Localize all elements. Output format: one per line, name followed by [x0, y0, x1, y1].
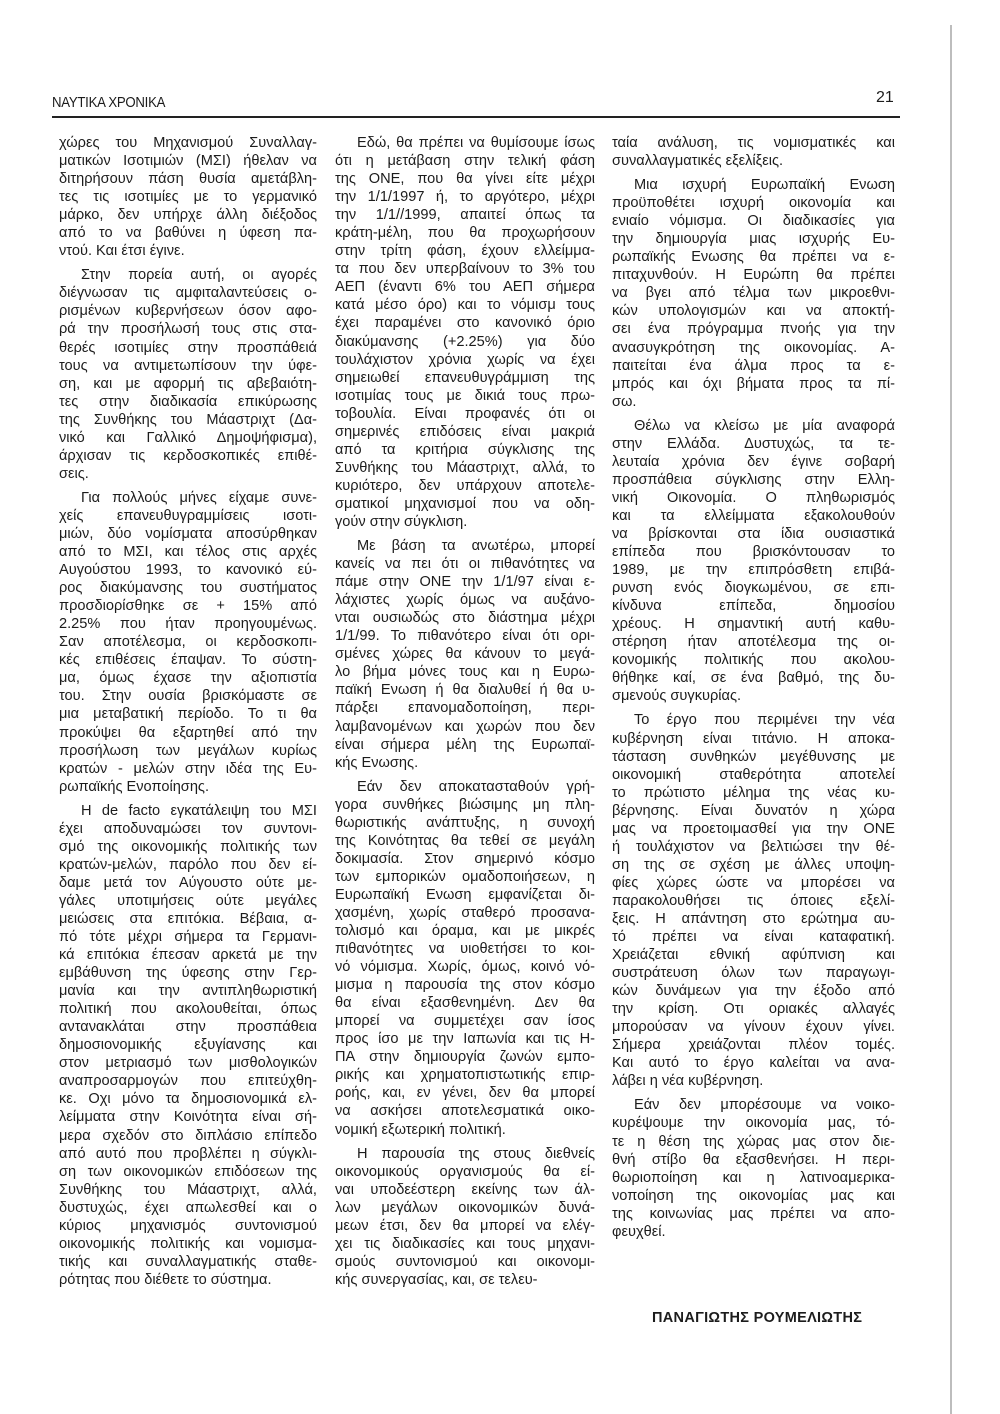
text-line: κυριότερο, δεν υπάρχουν αποτελε-	[335, 477, 595, 494]
text-line: ντού. Και έτσι έγινε.	[59, 243, 185, 260]
text-line: παρακολουθήσει τις όποιες εξελί-	[612, 892, 895, 909]
text-line: Εδώ, θα πρέπει να θυμίσουμε ίσως	[357, 135, 595, 151]
text-line: Συνθήκης του Μάαστριχτ, αλλά, το	[335, 459, 595, 476]
text-line: κίνδυνα επίπεδα, δημοσίου	[612, 598, 895, 615]
paragraph	[612, 134, 895, 170]
text-line: Μια ισχυρή Ευρωπαϊκή Ενωση	[634, 177, 895, 194]
text-line: προσπάθεια σύγκλισης στην Ελλη-	[612, 471, 895, 488]
text-line: χείς επανευθυγραμμίσεις ισοτι-	[59, 507, 317, 524]
paragraph	[59, 134, 317, 260]
text-line: ροής, και, εν γένει, δεν θα μπορεί	[335, 1085, 595, 1102]
text-line: 1989, με την επιπρόσθετη επιβά-	[612, 562, 895, 579]
text-line: ρά την προσήλωσή τους στις στα-	[59, 321, 317, 338]
text-line: γούν στην σύγκλιση.	[335, 513, 468, 530]
text-line: Εάν δεν αποκατασταθούν γρή-	[357, 778, 595, 795]
text-line: ρυνση ενός διογκωμένου, σε επι-	[612, 580, 895, 597]
text-line: ΑΕΠ (έναντι 6% του ΑΕΠ σήμερα	[335, 279, 595, 296]
text-line: θερές ισοτιμίες στην προσπάθειά	[59, 339, 317, 356]
text-line: Ευρωπαϊκή Ενωση εμφανίζεται δι-	[335, 886, 595, 903]
header-rule	[52, 116, 900, 118]
text-line: από το να βαθύνει η ύφεση πα-	[59, 225, 317, 242]
text-line: ση, και με αφορμή τις αβεβαιότη-	[59, 375, 317, 392]
text-line: κής Ενωσης.	[335, 754, 419, 771]
text-line: μας να προετοιμασθεί για την ΟΝΕ	[612, 820, 895, 837]
text-line: θα είναι εξασθενημένη. Δεν θα	[335, 995, 595, 1012]
text-line: να βρίσκονται στα ίδια ουσιαστικά	[612, 525, 895, 542]
text-line: σμένες χώρες θα κάνουν το μεγά-	[335, 646, 595, 663]
text-line: Εάν δεν μπορέσουμε να νοικο-	[634, 1097, 895, 1114]
text-line: φευχθεί.	[612, 1223, 666, 1240]
text-line: ρικής και χρηματοπιστωτικής επιρ-	[335, 1067, 595, 1084]
text-line: στέρηση ήταν αποτέλεσμα της οι-	[612, 634, 895, 651]
text-line: τουλάχιστον χρόνια χωρίς να έχει	[335, 351, 595, 368]
text-line: Χρειάζεται εθνική αφύπνιση και	[612, 947, 895, 964]
text-line: οικονομικής πολιτικής και νομισμα-	[59, 1235, 317, 1252]
text-line: θήθηκε καί, σε ένα βαθμό, της δυ-	[612, 670, 895, 687]
text-line: κε. Οχι μόνο τα δημοσιονομικά ελ-	[59, 1091, 317, 1108]
text-line: προσήλωση των μεγάλων κυρίως	[59, 742, 317, 759]
text-line: φίες χώρες ώστε να μπορέσει να	[612, 874, 895, 891]
text-line: χει τις διαδικασίες και τους μηχανι-	[335, 1235, 595, 1252]
text-line: αντανακλάται στην προσπάθεια	[59, 1019, 317, 1036]
text-line: χρέους. Η σημαντική αυτή καθυ-	[612, 616, 895, 633]
text-line: και τα ελλείμματα εξακολουθούν	[612, 507, 895, 524]
text-line: 2.25% που ήταν προηγουμένως.	[59, 616, 317, 633]
text-line: έχει αποδυναμώσει τον συντονι-	[59, 820, 317, 837]
text-line: τες στην διαδικασία επικύρωσης	[59, 393, 317, 410]
text-line: της ΟΝΕ, που θα γίνει είτε μέχρι	[335, 171, 595, 188]
text-line: Για πολλούς μήνες είχαμε συνε-	[81, 489, 317, 506]
text-line: κά επιτόκια έπεσαν αρκετά με την	[59, 947, 317, 964]
text-line: θωριστικής ανάπτυξης, η συνοχή	[335, 814, 595, 831]
page-edge-line	[950, 25, 952, 1414]
text-line: τα που δεν υπερβαίνουν το 3% του	[335, 261, 595, 278]
page-number: 21	[876, 89, 894, 106]
text-line: παϊκή Ενωση ή θα διαλυθεί ή θα υ-	[335, 682, 595, 699]
text-line: διακύμανσης (+2.25%) για δύο	[335, 333, 595, 350]
text-line: δαμε μετά τον Αύγουστο ούτε με-	[59, 874, 317, 891]
text-line: συστράτευση όλων των παραγωγι-	[612, 965, 895, 982]
text-line: την 1/1/1997 ή, το αργότερο, μέχρι	[335, 189, 595, 206]
text-line: νό νόμισμα. Χωρίς, όμως, κοινό νό-	[335, 959, 595, 976]
text-line: σει ένα πρόγραμμα πνοής για την	[612, 321, 895, 338]
text-line: πό τότε μέχρι σήμερα τα Γερμανι-	[59, 929, 317, 946]
text-line: επίπεδα που βρισκόντουσαν το	[612, 544, 895, 561]
text-line: πάρξει επανομαδοποίηση, περι-	[335, 700, 595, 717]
text-line: σμό της οικονομικής πολιτικής των	[59, 838, 317, 855]
text-line: Με βάση τα ανωτέρω, μπορεί	[357, 538, 595, 555]
text-line: μια μεταβατική περίοδο. Το τι θα	[59, 706, 317, 723]
text-line: Στην πορεία αυτή, οι αγορές	[81, 267, 317, 284]
text-line: Σαν αποτέλεσμα, οι κερδοσκοπι-	[59, 634, 317, 651]
text-line: κών δυνάμεων για την έξοδο από	[612, 983, 895, 1000]
text-line: παιτείται ένα άλμα προς τα ε-	[612, 357, 895, 374]
text-line: προκύψει θα εξαρτηθεί από την	[59, 724, 317, 741]
text-line: κρατών - μελών στην ιδέα της Ευ-	[59, 760, 317, 777]
text-line: γάλες υποτιμήσεις ούτε μεγάλες	[59, 892, 317, 909]
paragraph	[335, 778, 595, 1139]
text-line: τό πρέπει να είναι καταφατική.	[612, 929, 895, 946]
text-line: στον μετριασμό των μισθολογικών	[59, 1055, 317, 1072]
text-line: να βγει από τέλμα των μικροεθνι-	[612, 285, 895, 302]
text-line: Συνθήκης του Μάαστριχτ, αλλά,	[59, 1181, 317, 1198]
text-line: προϋποθέτει ισχυρή οικονομία και	[612, 195, 895, 212]
text-line: των εμπορικών ομαδοποιήσεων, η	[335, 868, 595, 885]
paragraph	[335, 1145, 595, 1289]
paragraph	[612, 176, 895, 411]
paragraph	[335, 537, 595, 772]
text-line: χώρες του Μηχανισμού Συναλλαγ-	[59, 135, 317, 151]
text-line: ισοτιμίας τους με δικιά τους πρω-	[335, 387, 595, 404]
text-line: νική Οικονομία. Ο πληθωρισμός	[612, 489, 895, 506]
text-line: Αυγούστου 1993, το κανονικό εύ-	[59, 562, 317, 579]
text-line: την κρίση. Οτι οριακές αλλαγές	[612, 1001, 895, 1018]
text-line: ανασυγκρότηση της οικονομίας. Α-	[612, 339, 895, 356]
text-line: ενιαίο νόμισμα. Οι διαδικασίες για	[612, 213, 895, 230]
text-line: λευταία χρόνια δεν έγινε σοβαρή	[612, 453, 895, 470]
text-line: συναλλαγματικές εξελίξεις.	[612, 153, 784, 170]
text-line: κανείς να πει ότι οι πιθανότητες να	[335, 556, 595, 573]
text-line: ναι υποδεέστερη εκείνης των άλ-	[335, 1181, 595, 1198]
text-line: οικονομικούς οργανισμούς θα εί-	[335, 1163, 595, 1180]
text-line: του. Στην ουσία βρισκόμαστε σε	[59, 688, 317, 705]
text-line: διέγνωσαν τις αμφιταλαντεύσεις ο-	[59, 285, 317, 302]
text-line: από το ΜΣΙ, και τέλος στις αρχές	[59, 544, 317, 561]
text-line: τους να αντιμετωπίσουν την ύφε-	[59, 357, 317, 374]
text-line: Η de facto εγκατάλειψη του ΜΣΙ	[81, 802, 317, 819]
text-line: σματικοί μηχανισμοί που να οδη-	[335, 495, 595, 512]
text-line: ση της σε σχέση με άλλες υποψη-	[612, 856, 895, 873]
text-line: είναι σήμερα μέλη της Ευρωπαϊ-	[335, 736, 595, 753]
text-line: διτηρήσουν πάση θυσία αμετάβλη-	[59, 171, 317, 188]
paragraph	[59, 266, 317, 483]
text-line: ρωπαϊκής Ενοποίησης.	[59, 778, 210, 795]
text-line: λάχιστες χωρίς όμως να αυξάνο-	[335, 592, 595, 609]
text-line: προσδιορίσθηκε σε + 15% από	[59, 598, 317, 615]
text-line: οικονομική σταθερότητα αποτελεί	[612, 766, 895, 783]
text-line: από αυτό που προβλέπει η σύγκλι-	[59, 1145, 317, 1162]
text-line: τικής και συναλλαγματικής σταθε-	[59, 1253, 317, 1270]
text-line: μάρκο, δεν υπήρχε άλλη διέξοδος	[59, 207, 317, 224]
text-line: ότι η μετάβαση στην τελική φάση	[335, 153, 595, 170]
text-line: κές επιθέσεις έπαψαν. Το σύστη-	[59, 652, 317, 669]
text-line: εμβάθυνση της ύφεσης στην Γερ-	[59, 965, 317, 982]
text-line: σημειωθεί επανευθυγράμμιση της	[335, 369, 595, 386]
text-line: τες τις ισοτιμίες με το γερμανικό	[59, 189, 317, 206]
text-line: κής συνεργασίας, και, σε τελευ-	[335, 1271, 538, 1288]
text-line: βέρνησης. Είναι δυνατόν η χώρα	[612, 802, 895, 819]
text-line: θνή στίβο θα εξασθενήσει. Η περι-	[612, 1151, 895, 1168]
text-line: τάσταση συνθηκών μεγέθυνσης με	[612, 748, 895, 765]
text-line: μανία και την αντιπληθωριστική	[59, 983, 317, 1000]
text-line: νομική εξωτερική πολιτική.	[335, 1121, 506, 1138]
text-line: πιταχυνθούν. Η Ευρώπη θα πρέπει	[612, 267, 895, 284]
text-line: Το έργο που περιμένει την νέα	[634, 712, 895, 729]
text-line: μεων έτσι, δεν θα μπορεί να ελέγ-	[335, 1217, 595, 1234]
text-line: την 1/1//1999, απαιτεί όπως τα	[335, 207, 595, 224]
text-line: Σήμερα χρειάζονται πλέον τομές.	[612, 1037, 895, 1054]
text-line: κονομικής πολιτικής που ακολου-	[612, 652, 895, 669]
text-line: κυρέψουμε την οικονομία μας, τό-	[612, 1115, 895, 1132]
text-line: ξεις. Η απάντηση στο ερώτημα αυ-	[612, 910, 895, 927]
text-line: ρος διακύμανσης του συστήματος	[59, 580, 317, 597]
text-line: από τα κριτήρια σύγκλισης της	[335, 441, 595, 458]
text-line: ή τουλάχιστον να βελτιώσει την θέ-	[612, 838, 895, 855]
text-line: έχει παραμένει στο κανονικό όριο	[335, 315, 595, 332]
text-line: ρότητας που διέθετε το σύστημα.	[59, 1271, 272, 1288]
text-line: λων μεγάλων οικονομικών δυνά-	[335, 1199, 595, 1216]
text-line: κών υπολογισμών και να αποκτή-	[612, 303, 895, 320]
text-line: ΠΑ στην δημιουργία ζωνών εμπο-	[335, 1049, 595, 1066]
text-line: τολισμό και όραμα, και με μικρές	[335, 923, 595, 940]
text-line: τε η θέση της χώρας μας στον διε-	[612, 1133, 895, 1150]
text-line: προς ίσο με την Ιαπωνία και τις Η-	[335, 1031, 595, 1048]
paragraph	[335, 134, 595, 531]
text-line: στην τρίτη φάση, έχουν ελλείμμα-	[335, 243, 595, 260]
text-line: γορα συνθήκες βιώσιμης μη πλη-	[335, 796, 595, 813]
text-line: κατά μέσο όρο) και το νόμισμ τους	[335, 297, 595, 314]
text-line: κρατών-μελών, παρόλο που δεν εί-	[59, 856, 317, 873]
text-line: νικό και Γαλλικό Δημοψήφισμα),	[59, 429, 317, 446]
publication-title: ΝΑΥΤΙΚΑ ΧΡΟΝΙΚΑ	[52, 94, 166, 111]
text-line: Η παρουσία της στους διεθνείς	[357, 1145, 595, 1162]
paragraph	[612, 711, 895, 1090]
text-line: 1/1/99. Το πιθανότερο είναι ότι ορι-	[335, 628, 595, 645]
text-line: ση των οικονομικών επιδόσεων της	[59, 1163, 317, 1180]
text-line: το πρώτιστο μέλημα της νέας κυ-	[612, 784, 895, 801]
text-line: μιών, δύο νομίσματα αποσύρθηκαν	[59, 525, 317, 542]
text-line: σεις.	[59, 465, 89, 482]
text-line: σμούς συντονισμού και οικονομι-	[335, 1253, 595, 1270]
text-line: πάμε στην ΟΝΕ την 1/1/97 είναι ε-	[335, 574, 595, 591]
text-line: χασμένη, χωρίς σταθερό προσανα-	[335, 904, 595, 921]
text-line: δοκιμασία. Στον σημερινό κόσμο	[335, 850, 595, 867]
text-line: της κοινωνίας μας πρέπει να απο-	[612, 1205, 895, 1222]
text-line: την δημιουργία μιας ισχυρής Ευ-	[612, 231, 895, 248]
paragraph	[59, 489, 317, 796]
paragraph	[612, 417, 895, 706]
text-line: ταία ανάλυση, τις νομισματικές και	[612, 135, 895, 151]
text-line: θωριοποίηση και η λατινοαμερικα-	[612, 1169, 895, 1186]
text-line: τοβουλία. Είναι προφανές ότι οι	[335, 405, 595, 422]
text-line: κυβέρνηση είναι τιτάνιο. Η αποκα-	[612, 730, 895, 747]
text-line: Και αυτό το έργο καλείται να ανα-	[612, 1055, 895, 1072]
text-line: να ασκήσει αποτελεσματικά οικο-	[335, 1103, 595, 1120]
text-column-3	[612, 134, 895, 1247]
text-line: της Συνθήκης του Μάαστριχτ (Δα-	[59, 411, 317, 428]
text-line: δημοσιονομικής εξυγίανσης και	[59, 1037, 317, 1054]
text-line: μπρός και όχι βήματα προς τα πί-	[612, 375, 895, 392]
paragraph	[612, 1096, 895, 1240]
text-line: αναπροσαρμογών που επιτεύχθη-	[59, 1073, 317, 1090]
text-line: μισμα η παρουσία της στον κόσμο	[335, 977, 595, 994]
text-line: άρχισαν τις κερδοσκοπικές επιθέ-	[59, 447, 317, 464]
text-line: σμενούς συγκυρίας.	[612, 688, 742, 705]
text-line: κύριος μηχανισμός συντονισμού	[59, 1217, 317, 1234]
text-line: λείμματα στην Κοινότητα είναι σή-	[59, 1109, 317, 1126]
text-column-1	[59, 134, 317, 1295]
text-line: σω.	[612, 393, 637, 410]
text-column-2	[335, 134, 595, 1295]
text-line: της Κοινότητας θα τεθεί σε μεγάλη	[335, 832, 595, 849]
author-signature: ΠΑΝΑΓΙΩΤΗΣ ΡΟΥΜΕΛΙΩΤΗΣ	[652, 1310, 863, 1326]
text-line: δυστυχώς, έχει απωλεσθεί και ο	[59, 1199, 317, 1216]
text-line: λαμβανομένων και χωρών που δεν	[335, 718, 595, 735]
paragraph	[59, 802, 317, 1289]
text-line: κράτη-μέλη, που θα προχωρήσουν	[335, 225, 595, 242]
text-line: μπορούσαν να γίνουν έχουν γίνει.	[612, 1019, 895, 1036]
text-line: πολιτική που ακολουθείται, όπως	[59, 1001, 317, 1018]
text-line: ματικών Ισοτιμιών (ΜΣΙ) ήθελαν να	[59, 153, 317, 170]
text-line: λάβει η νέα κυβέρνηση.	[612, 1073, 764, 1090]
text-line: νοποίηση της οικονομίας μας και	[612, 1187, 895, 1204]
text-line: νται ουσιωδώς στο διάστημα μέχρι	[335, 610, 595, 627]
text-line: πιθανότητες να υιοθετήσει το κοι-	[335, 941, 595, 958]
text-line: λο βήμα μόνες τους και η Ευρω-	[335, 664, 595, 681]
text-line: ρωπαϊκής Ενωσης θα πρέπει να ε-	[612, 249, 895, 266]
text-line: μειώσεις στα επιτόκια. Βέβαια, α-	[59, 910, 317, 927]
text-line: μπορεί να συμμετέχει σαν ίσος	[335, 1013, 595, 1030]
text-line: μερα σχεδόν στο διπλάσιο επίπεδο	[59, 1127, 317, 1144]
text-line: Θέλω να κλείσω με μία αναφορά	[634, 417, 895, 434]
text-line: ρισμένων κυβερνήσεων όσον αφο-	[59, 303, 317, 320]
text-line: μα, όμως έχασε την αξιοπιστία	[59, 670, 317, 687]
text-line: σημερινές επιδόσεις είναι μακριά	[335, 423, 595, 440]
text-line: στην Ελλάδα. Δυστυχώς, τα τε-	[612, 435, 895, 452]
